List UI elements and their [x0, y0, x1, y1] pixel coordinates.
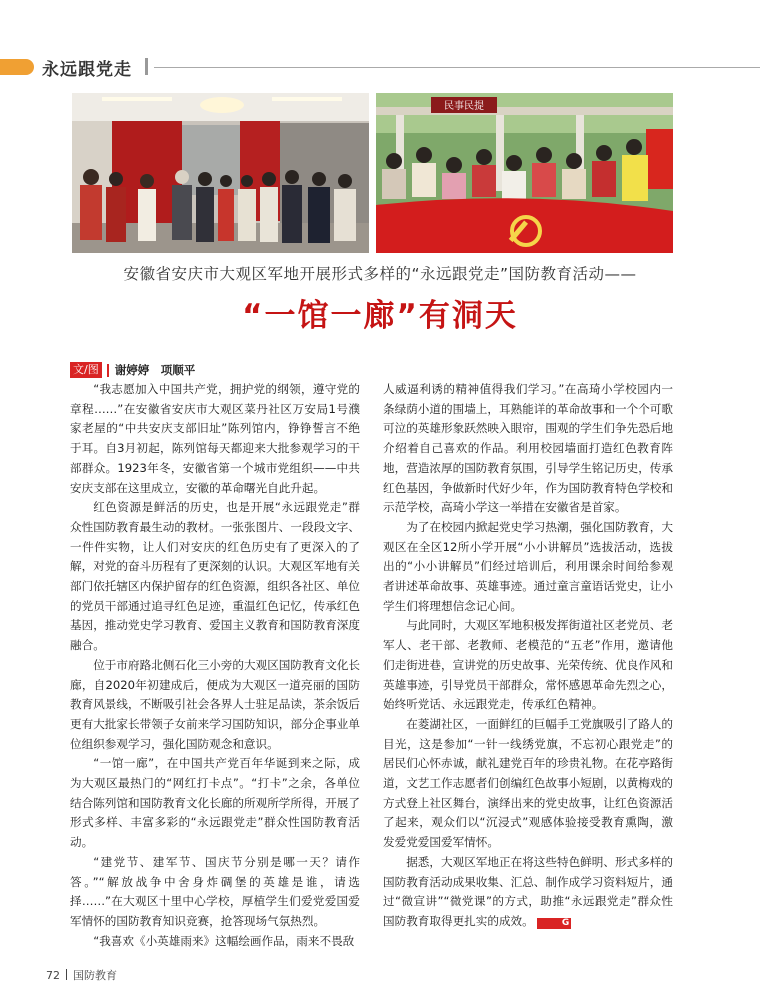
paragraph: “我志愿加入中国共产党，拥护党的纲领，遵守党的章程……”在安徽省安庆市大观区菜丹社区万安局1号濮家老屋的“中共安庆支部旧址”陈列馆内，铮铮誓言不绝于耳。自3月初起，陈列馆每天都迎来大批参观学习的干部群众。1923年冬，安徽省第一个城市党组织——中共安庆支部在这里成立，安徽的革命曙光自此升起。: [70, 382, 360, 495]
paragraph: “我喜欢《小英雄雨来》这幅绘画作品，雨来不畏敌: [93, 933, 355, 948]
article-title: “一馆一廊”有洞天: [242, 298, 518, 334]
end-mark: G: [537, 918, 572, 929]
article-column-right: [383, 380, 673, 932]
photo-party-flag: [376, 93, 673, 253]
paragraph: 红色资源是鲜活的历史，也是开展“永远跟党走”群众性国防教育最生动的教材。一张张图片、一段段文字、一件件实物，让人们对安庆的红色历史有了更深入的了解，对党的奋斗历程有了更深刻的认识。大观区军地有关部门依托辖区内保护留存的红色资源，组织各社区、单位的党员干部通过追寻红色足迹，重温红色记忆，传承红色基因，推动党史学习教育、爱国主义教育和国防教育深度融合。: [70, 500, 360, 653]
footer-separator: [66, 969, 67, 980]
paragraph: 人威逼利诱的精神值得我们学习。”在高琦小学校园内一条绿荫小道的围墙上，耳熟能详的革命故事和一个个可歌可泣的英雄形象跃然映入眼帘，围观的学生们争先恐后地介绍着自己喜欢的作品。利用校园墙面打造红色教育阵地，营造浓厚的国防教育氛围，引导学生铭记历史，传承红色基因，争做新时代好少年，作为国防教育特色学校和示范学校，高琦小学这一举措在安徽省是首家。: [383, 382, 673, 515]
photo-museum-visit: [72, 93, 369, 253]
page-number: 72: [46, 969, 60, 982]
paragraph-text: 据悉，大观区军地正在将这些特色鲜明、形式多样的国防教育活动成果收集、汇总、制作成学习资料短片，通过“微宣讲”“微党课”的方式，助推“永远跟党走”群众性国防教育取得更扎实的成效。: [383, 854, 673, 928]
paragraph: 为了在校园内掀起党史学习热潮，强化国防教育，大观区在全区12所小学开展“小小讲解员”选拔活动，选拔出的“小小讲解员”们经过培训后，利用课余时间给参观者讲述革命故事、英雄事迹。通过童言童语话党史，让小学生们将理想信念记心间。: [383, 519, 673, 613]
byline: [70, 362, 195, 378]
paragraph: [383, 853, 673, 932]
magazine-name: 国防教育: [73, 969, 117, 982]
page-footer: [46, 967, 117, 983]
paragraph: 在菱湖社区，一面鲜红的巨幅手工党旗吸引了路人的目光，这是参加“一针一线绣党旗，不忘初心跟党走”的居民们心怀赤诚，献礼建党百年的珍贵礼物。在花亭路街道，文艺工作志愿者们创编红色故事小短剧，以黄梅戏的方式登上社区舞台，演绎出来的党史故事，让红色资源活了起来，观众们以“沉浸式”观感体验接受教育熏陶，激发爱党爱国爱军情怀。: [383, 716, 673, 850]
paragraph: 位于市府路北侧石化三小旁的大观区国防教育文化长廊，自2020年初建成后，便成为大观区一道亮丽的国防教育风景线，不断吸引社会各界人士驻足品读，茶余饭后更有大批家长带领子女前来学习国防知识，部分企事业单位组织参观学习，强化国防观念和意识。: [70, 657, 360, 751]
paragraph: “建党节、建军节、国庆节分别是哪一天？请作答。”“解放战争中舍身炸碉堡的英雄是谁，请选择……”在大观区十里中心学校，厚植学生们爱党爱国爱军情怀的国防教育知识竞赛，抢答现场气氛热烈。: [70, 854, 360, 928]
byline-tag: 文/图: [70, 362, 102, 378]
section-label: 永远跟党走: [42, 60, 132, 80]
section-accent-bar: [0, 59, 34, 75]
section-separator: [145, 58, 148, 75]
byline-authors: 谢婷婷 项顺平: [114, 363, 196, 377]
article-column-left: [70, 380, 360, 951]
banner-sign-text: 民事民提: [444, 101, 484, 112]
article-subtitle: 安徽省安庆市大观区军地开展形式多样的“永远跟党走”国防教育活动——: [123, 265, 637, 283]
section-header: [0, 54, 760, 80]
paragraph: “一馆一廊”，在中国共产党百年华诞到来之际，成为大观区最热门的“网红打卡点”。“打卡”之余，各单位结合陈列馆和国防教育文化长廊的所观所学所得，开展了形式多样、丰富多彩的“永远跟党走”群众性国防教育活动。: [70, 756, 360, 850]
paragraph: 与此同时，大观区军地积极发挥街道社区老党员、老军人、老干部、老教师、老模范的“五老”作用，邀请他们走街进巷，宣讲党的历史故事、光荣传统、优良作风和英雄事迹，引导党员干部群众，常怀感恩革命先烈之心，始终听党话、永远跟党走，传承红色精神。: [383, 618, 673, 712]
byline-separator: [107, 364, 109, 377]
section-rule: [154, 67, 760, 68]
